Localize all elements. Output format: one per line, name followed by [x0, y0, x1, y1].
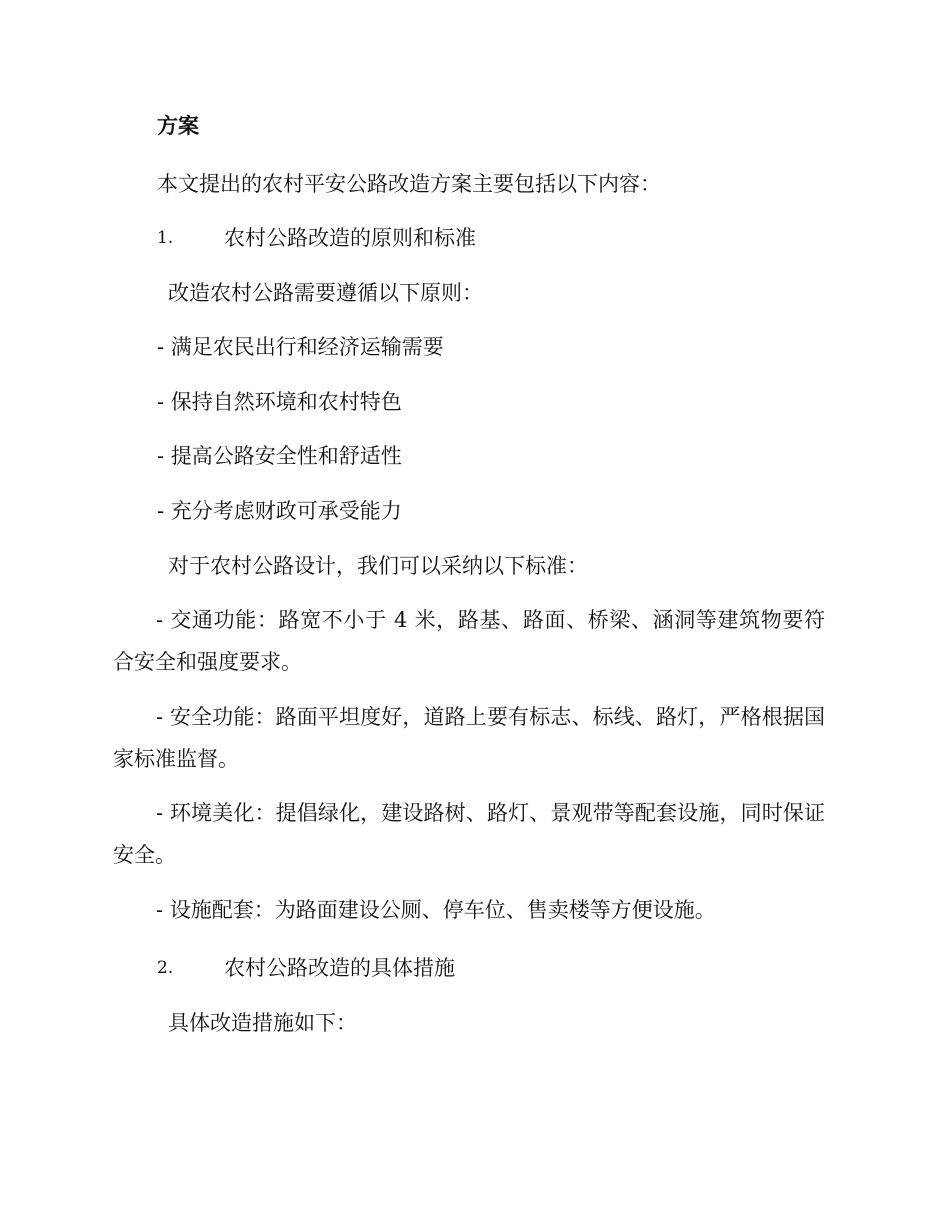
principle-item: - 保持自然环境和农村特色 — [157, 390, 402, 414]
standard-item: - 设施配套：为路面建设公厕、停车位、售卖楼等方便设施。 — [156, 898, 716, 922]
principles-intro: 改造农村公路需要遵循以下原则： — [168, 281, 483, 305]
measures-intro: 具体改造措施如下： — [168, 1011, 357, 1035]
item-2-number: 2. — [157, 958, 174, 978]
principle-item: - 提高公路安全性和舒适性 — [157, 444, 402, 468]
principle-item: - 满足农民出行和经济运输需要 — [157, 335, 444, 359]
principle-item: - 充分考虑财政可承受能力 — [157, 499, 402, 523]
standard-item: - 交通功能：路宽不小于 4 米，路基、路面、桥梁、涵洞等建筑物要符合安全和强度要求。 — [113, 608, 825, 674]
intro-text: 本文提出的农村平安公路改造方案主要包括以下内容： — [157, 172, 661, 196]
item-1-number: 1. — [157, 228, 174, 248]
standards-intro: 对于农村公路设计，我们可以采纳以下标准： — [168, 554, 588, 578]
standard-item: - 环境美化：提倡绿化，建设路树、路灯、景观带等配套设施，同时保证安全。 — [113, 801, 825, 867]
item-2-title: 农村公路改造的具体措施 — [224, 956, 455, 980]
item-1-title: 农村公路改造的原则和标准 — [224, 226, 476, 250]
standard-item: - 安全功能：路面平坦度好，道路上要有标志、标线、路灯，严格根据国家标准监督。 — [113, 705, 825, 771]
section-heading: 方案 — [157, 113, 199, 138]
